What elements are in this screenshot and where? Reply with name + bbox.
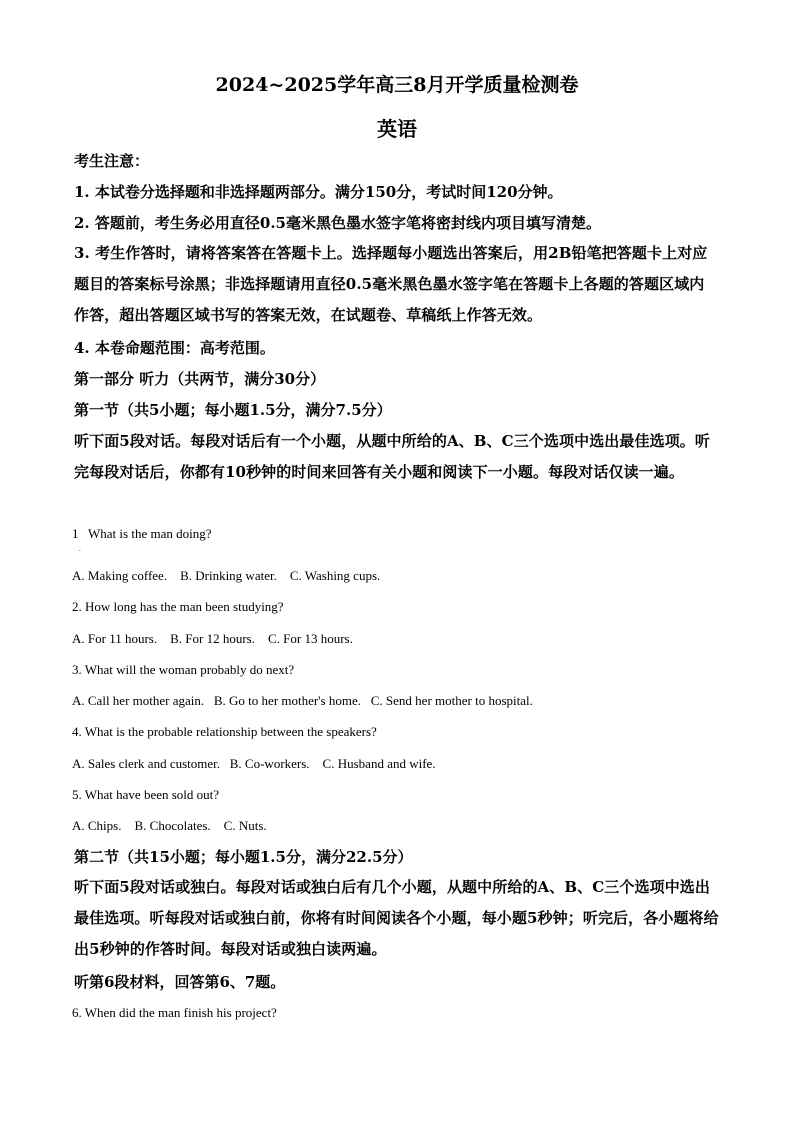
question-2: 2. How long has the man been studying? <box>72 599 284 614</box>
question-2-options: A. For 11 hours. B. For 12 hours. C. For 13 hours. <box>72 631 353 646</box>
part1-heading: 第一部分 听力（共两节，满分30分） <box>74 370 326 388</box>
question-4-options: A. Sales clerk and customer. B. Co-workers. C. Husband and wife. <box>72 756 436 771</box>
notice-item-2: 2. 答题前，考生务必用直径0.5毫米黑色墨水签字笔将密封线内项目填写清楚。 <box>74 214 601 232</box>
section2-instructions: 听下面5段对话或独白。每段对话或独白后有几个小题，从题中所给的A、B、C三个选项中选出最佳选项。听每段对话或独白前，你将有时间阅读各个小题，每小题5秒钟；听完后，各小题将给出5秒钟的作答时间。每段对话或独白读两遍。 <box>74 878 719 958</box>
question-5: 5. What have been sold out? <box>72 787 220 802</box>
section2-heading: 第二节（共15小题；每小题1.5分，满分22.5分） <box>74 848 413 866</box>
notice-heading: 考生注意： <box>74 152 150 170</box>
notice-item-1: 1. 本试卷分选择题和非选择题两部分。满分150分，考试时间120分钟。 <box>74 183 563 201</box>
material-note: 听第6段材料，回答第6、7题。 <box>74 973 286 991</box>
notice-item-4: 4. 本卷命题范围：高考范围。 <box>74 339 275 357</box>
question-1: 1 What is the man doing? <box>72 526 212 541</box>
subject-title: 英语 <box>377 117 417 141</box>
question-3-options: A. Call her mother again. B. Go to her mother's home. C. Send her mother to hospital. <box>72 693 533 708</box>
question-4: 4. What is the probable relationship between the speakers? <box>72 724 377 739</box>
notice-item-3: 3. 考生作答时，请将答案答在答题卡上。选择题每小题选出答案后，用2B铅笔把答题卡上对应题目的答案标号涂黑；非选择题请用直径0.5毫米黑色墨水签字笔在答题卡上各题的答题区域内作答，超出答题区域书写的答案无效，在试题卷、草稿纸上作答无效。 <box>74 244 708 324</box>
section1-heading: 第一节（共5小题；每小题1.5分，满分7.5分） <box>74 401 392 419</box>
question-1-mark: . <box>79 545 81 553</box>
question-5-options: A. Chips. B. Chocolates. C. Nuts. <box>72 818 267 833</box>
exam-title: 2024~2025学年高三8月开学质量检测卷 <box>215 74 579 96</box>
question-1-options: A. Making coffee. B. Drinking water. C. Washing cups. <box>72 568 381 583</box>
question-3: 3. What will the woman probably do next? <box>72 662 295 677</box>
question-6: 6. When did the man finish his project? <box>72 1005 277 1020</box>
section1-instructions: 听下面5段对话。每段对话后有一个小题，从题中所给的A、B、C三个选项中选出最佳选项。听完每段对话后，你都有10秒钟的时间来回答有关小题和阅读下一小题。每段对话仅读一遍。 <box>74 432 710 481</box>
